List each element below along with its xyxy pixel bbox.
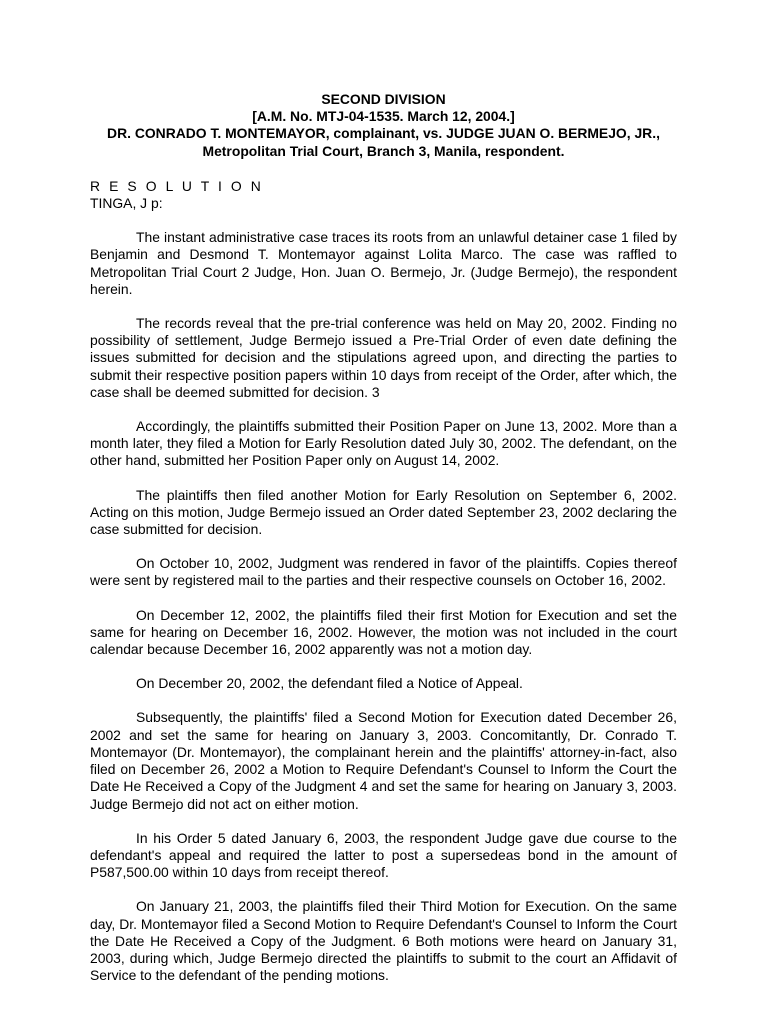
case-parties: DR. CONRADO T. MONTEMAYOR, complainant, vs. JUDGE JUAN O. BERMEJO, JR., Metropolitan Trial Court, Branch 3, Manila, respondent. xyxy=(107,125,660,159)
body-paragraph: The records reveal that the pre-trial conference was held on May 20, 2002. Finding no possibility of settlement, Judge Bermejo issued a Pre-Trial Order of even date defining the issues submitted for decision and the stipulations agreed upon, and directing the parties to submit their respective position papers within 10 days from receipt of the Order, after which, the case shall be deemed submitted for decision. 3 xyxy=(90,315,677,400)
case-number: [A.M. No. MTJ-04-1535. March 12, 2004.] xyxy=(252,108,515,125)
body-paragraph: On October 10, 2002, Judgment was rendered in favor of the plaintiffs. Copies thereof were sent by registered mail to the parties and their respective counsels on October 16, 2002. xyxy=(90,555,677,589)
division-title: SECOND DIVISION xyxy=(321,91,446,107)
body-paragraph: On January 21, 2003, the plaintiffs filed their Third Motion for Execution. On the same day, Dr. Montemayor filed a Second Motion to Require Defendant's Counsel to Inform the Court the Date He Received a Copy of the Judgment. 6 Both motions were heard on January 31, 2003, during which, Judge Bermejo directed the plaintiffs to submit to the court an Affidavit of Service to the defendant of the pending motions. xyxy=(90,898,677,984)
body-paragraph: The instant administrative case traces its roots from an unlawful detainer case 1 filed by Benjamin and Desmond T. Montemayor against Lolita Marco. The case was raffled to Metropolitan Trial Court 2 Judge, Hon. Juan O. Bermejo, Jr. (Judge Bermejo), the respondent herein. xyxy=(90,229,677,297)
body-paragraph: Subsequently, the plaintiffs' filed a Second Motion for Execution dated December 26, 2002 and set the same for hearing on January 3, 2003. Concomitantly, Dr. Conrado T. Montemayor (Dr. Montemayor), the complainant herein and the plaintiffs' attorney-in-fact, also filed on December 26, 2002 a Motion to Require Defendant's Counsel to Inform the Court the Date He Received a Copy of the Judgment 4 and set the same for hearing on January 3, 2003. Judge Bermejo did not act on either motion. xyxy=(90,709,677,812)
body-paragraph: On December 20, 2002, the defendant filed a Notice of Appeal. xyxy=(136,675,523,692)
resolution-label: R E S O L U T I O N xyxy=(90,177,264,194)
body-paragraph: The plaintiffs then filed another Motion for Early Resolution on September 6, 2002. Acting on this motion, Judge Bermejo issued an Order dated September 23, 2002 declaring the case submitted for decision. xyxy=(90,486,677,538)
body-paragraph: On December 12, 2002, the plaintiffs filed their first Motion for Execution and set the same for hearing on December 16, 2002. However, the motion was not included in the court calendar because December 16, 2002 apparently was not a motion day. xyxy=(90,606,677,658)
document-page xyxy=(90,91,677,984)
document-header xyxy=(90,91,677,160)
body-paragraph: Accordingly, the plaintiffs submitted their Position Paper on June 13, 2002. More than a month later, they filed a Motion for Early Resolution dated July 30, 2002. The defendant, on the other hand, submitted her Position Paper only on August 14, 2002. xyxy=(90,418,677,469)
body-paragraph: In his Order 5 dated January 6, 2003, the respondent Judge gave due course to the defendant's appeal and required the latter to post a supersedeas bond in the amount of P587,500.00 within 10 days from receipt thereof. xyxy=(90,829,677,881)
ponente-line: TINGA, J p: xyxy=(90,195,163,212)
